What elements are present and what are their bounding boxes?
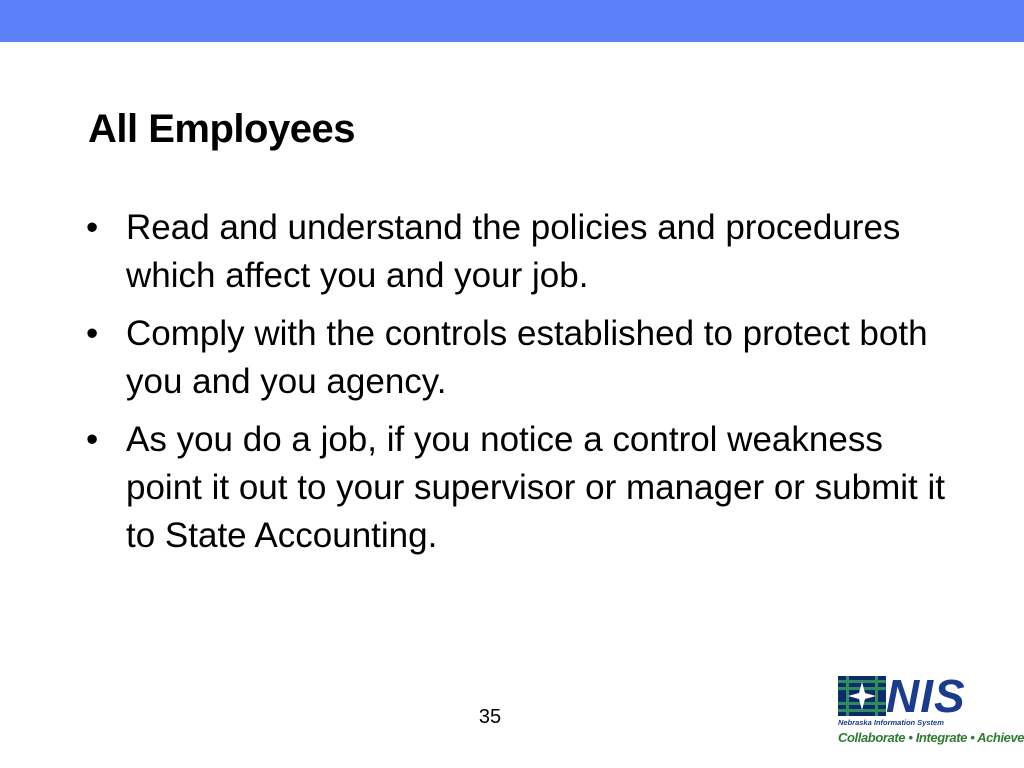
bullet-dot-icon: • [86,314,99,353]
bullet-list [86,204,946,570]
nebraska-star-emblem-icon [838,676,886,716]
bullet-item [86,416,946,560]
logo-tagline: Collaborate • Integrate • Achieve [838,730,1024,745]
page-number: 35 [478,706,502,728]
bullet-dot-icon: • [86,208,99,247]
bullet-item [86,204,946,300]
slide-title: All Employees [88,107,355,151]
bullet-text: As you do a job, if you notice a control weakness point it out to your supervisor or manager or submit it to State Accounting. [126,420,945,555]
header-bar [0,0,1024,42]
bullet-text: Read and understand the policies and procedures which affect you and your job. [126,208,901,295]
bullet-item [86,310,946,406]
nis-logo [838,670,1024,752]
bullet-dot-icon: • [86,420,99,459]
logo-subtitle: Nebraska Information System [838,718,944,727]
bullet-text: Comply with the controls established to protect both you and you agency. [126,314,928,401]
logo-letters: NIS [886,670,966,722]
